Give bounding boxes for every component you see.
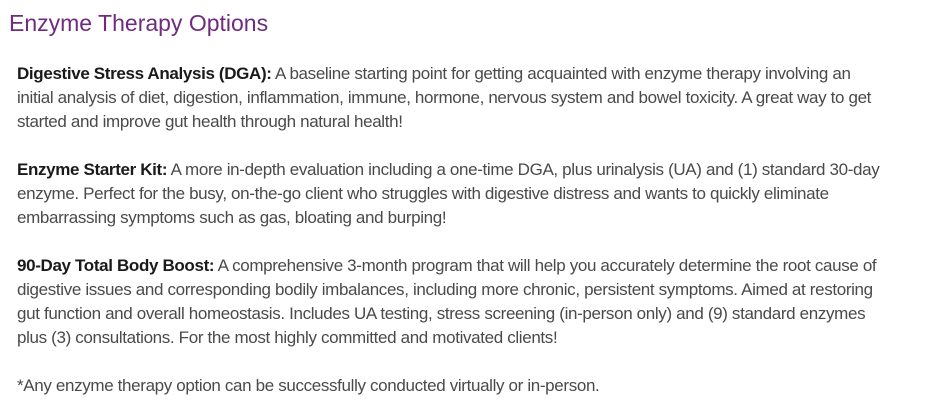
option-line: enzyme. Perfect for the busy, on-the-go client who struggles with digestive distress and wants to quickly eliminate — [17, 184, 829, 203]
option-line: digestive issues and corresponding bodily imbalances, including more chronic, persistent symptoms. Aimed at restoring — [17, 280, 873, 299]
option-line: gut function and overall homeostasis. Includes UA testing, stress screening (in-person only) and (9) standard enzymes — [17, 304, 866, 323]
option-starter-kit — [17, 158, 950, 230]
option-label: Enzyme Starter Kit: — [17, 160, 168, 179]
option-text: A more in-depth evaluation including a one-time DGA, plus urinalysis (UA) and (1) standard 30-day — [170, 160, 880, 179]
option-line — [17, 62, 950, 86]
option-body-boost — [17, 254, 950, 350]
option-label: Digestive Stress Analysis (DGA): — [17, 64, 272, 83]
option-label: 90-Day Total Body Boost: — [17, 256, 215, 275]
option-line: started and improve gut health through natural health! — [17, 112, 403, 131]
option-line — [17, 158, 950, 182]
option-text: A baseline starting point for getting acquainted with enzyme therapy involving an — [275, 64, 851, 83]
option-text: A comprehensive 3-month program that will help you accurately determine the root cause of — [217, 256, 877, 275]
footnote: *Any enzyme therapy option can be successfully conducted virtually or in-person. — [17, 376, 600, 395]
option-line: plus (3) consultations. For the most highly committed and motivated clients! — [17, 328, 558, 347]
option-line: initial analysis of diet, digestion, inflammation, immune, hormone, nervous system and bowel toxicity. A great way to get — [17, 88, 872, 107]
page-title: Enzyme Therapy Options — [9, 10, 269, 36]
option-dga — [17, 62, 950, 134]
option-line: embarrassing symptoms such as gas, bloating and burping! — [17, 208, 447, 227]
options-content — [17, 62, 950, 398]
option-line — [17, 254, 950, 278]
